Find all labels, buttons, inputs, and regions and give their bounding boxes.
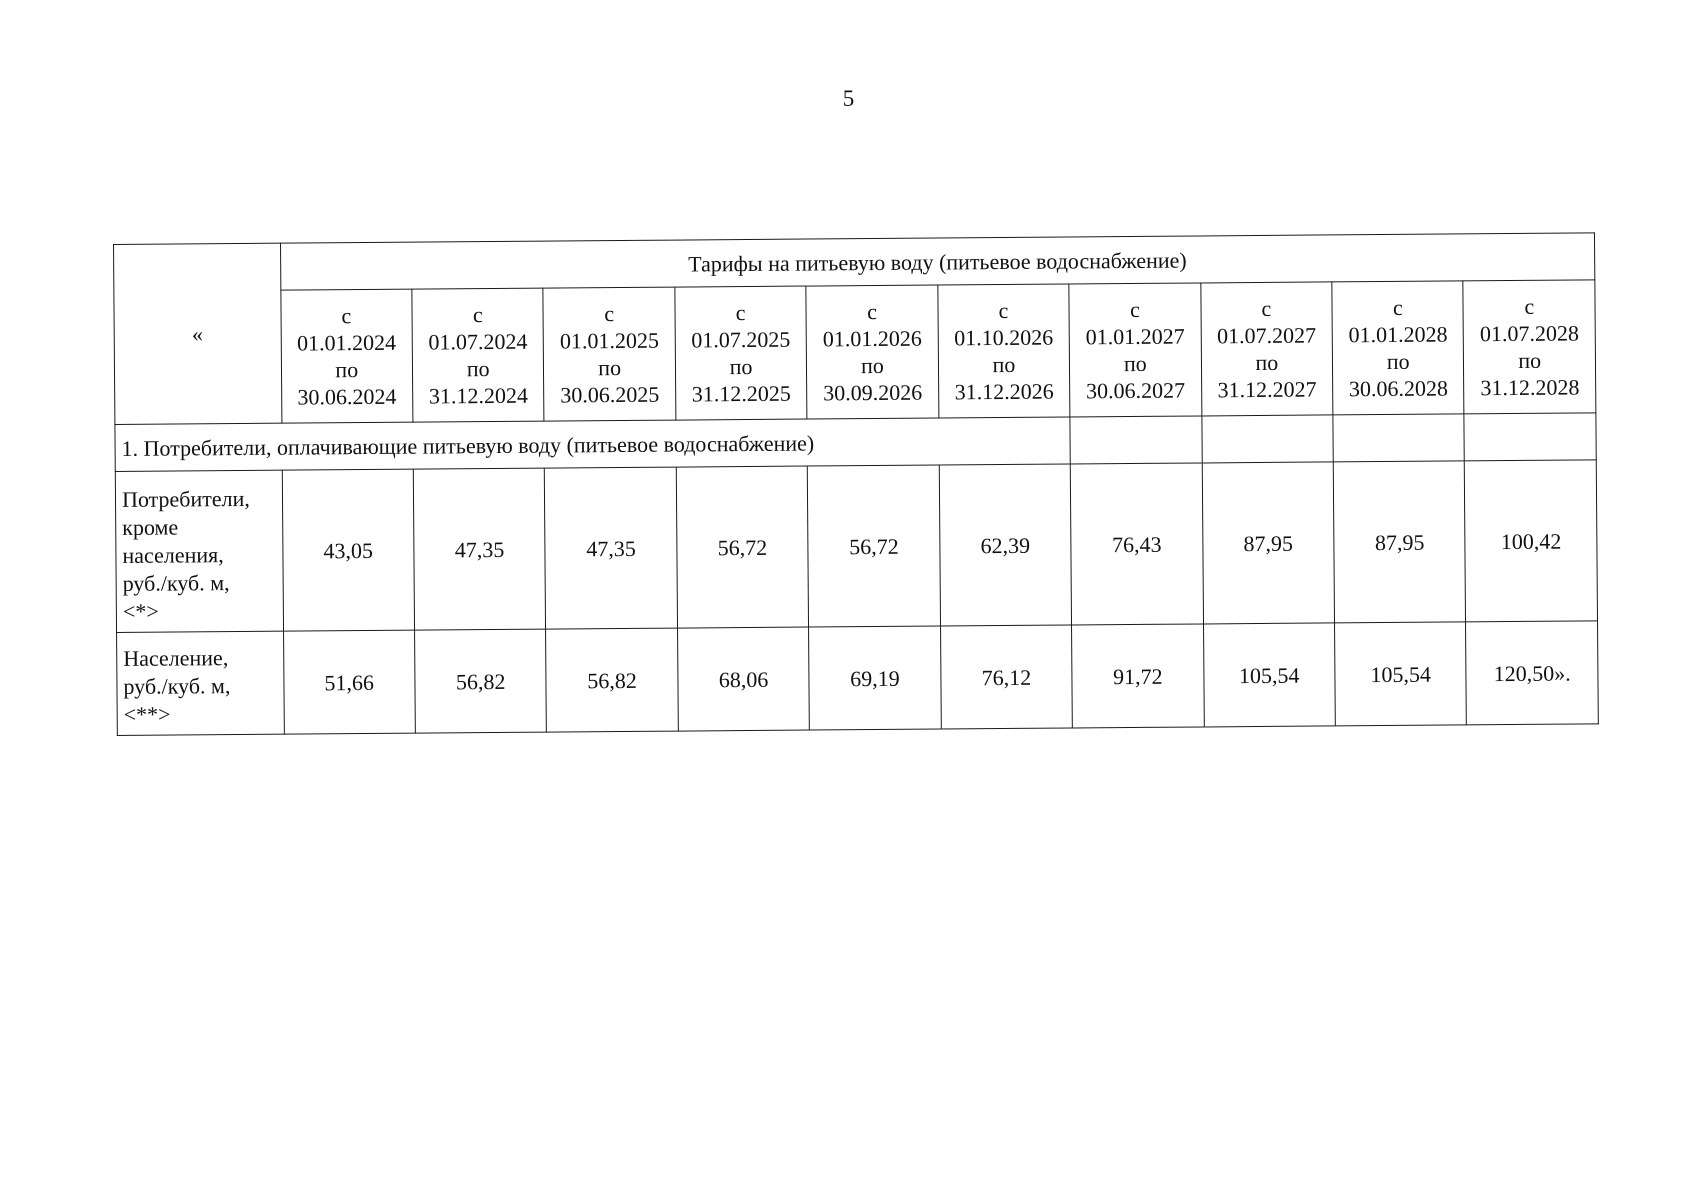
period-from-date: 01.01.2024 (296, 329, 397, 356)
period-to-prefix: по (335, 357, 359, 383)
row-label-line: населения, (122, 542, 224, 568)
tariff-value: 76,12 (940, 625, 1072, 729)
tariff-value: 68,06 (677, 627, 809, 731)
period-to-date: 30.06.2024 (297, 383, 397, 410)
tariff-value: 87,95 (1333, 461, 1466, 623)
row-label-line: руб./куб. м, (123, 673, 231, 699)
period-to-prefix: по (598, 355, 622, 381)
period-from-prefix: с (867, 299, 878, 325)
period-to-date: 30.09.2026 (823, 379, 923, 406)
period-from-prefix: с (1392, 294, 1403, 320)
row-label-line: кроме (122, 514, 179, 540)
tariff-value: 62,39 (939, 464, 1072, 626)
tariff-value: 56,72 (808, 465, 941, 627)
tariff-value: 56,82 (415, 629, 547, 733)
tariff-value: 47,35 (545, 467, 678, 629)
period-to-prefix: по (1518, 347, 1542, 373)
tariff-value: 87,95 (1202, 462, 1335, 624)
period-from-date: 01.01.2027 (1085, 323, 1185, 350)
table-title: Тарифы на питьевую воду (питьевое водоснабжение) (280, 233, 1595, 290)
period-to-date: 30.06.2028 (1348, 375, 1449, 402)
period-header (543, 287, 675, 421)
period-header (938, 284, 1070, 418)
row-label-line: руб./куб. м, (122, 570, 230, 596)
period-from-date: 01.07.2028 (1479, 320, 1580, 347)
row-label-line: <*> (122, 598, 159, 624)
period-from-prefix: с (604, 301, 615, 327)
period-from-prefix: с (998, 297, 1009, 324)
empty-cell (1333, 414, 1465, 462)
period-header (280, 289, 412, 423)
period-to-date: 31.12.2024 (428, 382, 529, 409)
row-label-line: Население, (123, 645, 229, 671)
section-title: 1. Потребители, оплачивающие питьевую воду (питьевое водоснабжение) (115, 417, 1071, 472)
period-from-prefix: с (341, 303, 352, 329)
tariff-value: 105,54 (1335, 622, 1467, 726)
period-to-date: 31.12.2025 (691, 380, 791, 407)
period-to-date: 30.06.2027 (1085, 377, 1186, 404)
tariff-value: 56,82 (546, 628, 678, 732)
period-to-date: 31.12.2028 (1480, 374, 1580, 401)
period-header (675, 286, 807, 420)
tariff-value: 100,42 (1465, 460, 1598, 622)
tariff-value: 56,72 (676, 466, 809, 628)
period-to-prefix: по (1386, 348, 1410, 374)
period-header (1332, 281, 1464, 415)
period-to-date: 30.06.2025 (560, 381, 660, 408)
period-to-prefix: по (992, 351, 1016, 378)
period-to-prefix: по (861, 352, 884, 379)
period-from-date: 01.07.2025 (691, 326, 791, 353)
table-row (117, 621, 1599, 736)
period-to-prefix: по (466, 356, 490, 382)
period-header-row (114, 280, 1596, 425)
period-from-prefix: с (472, 302, 483, 328)
empty-cell (1070, 416, 1202, 464)
row-label-line: <**> (123, 701, 171, 727)
row-label (115, 470, 283, 632)
row-label (117, 631, 284, 735)
empty-cell (1464, 413, 1596, 461)
period-header (806, 285, 938, 419)
period-header (1069, 283, 1201, 417)
period-from-prefix: с (1261, 295, 1272, 321)
period-header (1200, 282, 1332, 416)
row-label-line: Потребители, (121, 485, 250, 512)
period-header (412, 288, 544, 422)
period-to-prefix: по (1123, 350, 1147, 377)
tariff-value: 120,50». (1466, 621, 1598, 725)
tariff-value: 76,43 (1070, 463, 1203, 625)
period-from-date: 01.01.2025 (559, 327, 660, 354)
period-from-date: 01.07.2027 (1216, 322, 1317, 349)
period-from-date: 01.10.2026 (954, 324, 1054, 351)
period-from-date: 01.01.2028 (1348, 321, 1448, 348)
tariff-value: 105,54 (1203, 623, 1335, 727)
tariff-value: 69,19 (809, 626, 941, 730)
period-from-date: 01.01.2026 (822, 325, 922, 352)
period-from-date: 01.07.2024 (428, 328, 528, 355)
period-to-date: 31.12.2026 (954, 378, 1054, 405)
period-to-prefix: по (1255, 349, 1279, 376)
tariff-value: 51,66 (283, 630, 415, 734)
period-from-prefix: с (735, 300, 746, 326)
period-header (1463, 280, 1596, 414)
table-row (115, 460, 1597, 633)
period-from-prefix: с (1129, 296, 1140, 323)
tariff-table (113, 232, 1599, 736)
empty-cell (1201, 415, 1333, 463)
tariff-value: 43,05 (282, 469, 415, 631)
page-number: 5 (842, 86, 855, 111)
period-from-prefix: с (1524, 293, 1535, 319)
period-to-prefix: по (729, 353, 753, 380)
corner-cell: « (114, 243, 282, 424)
tariff-value: 47,35 (413, 468, 546, 630)
tariff-value: 91,72 (1072, 624, 1204, 728)
period-to-date: 31.12.2027 (1217, 376, 1317, 403)
